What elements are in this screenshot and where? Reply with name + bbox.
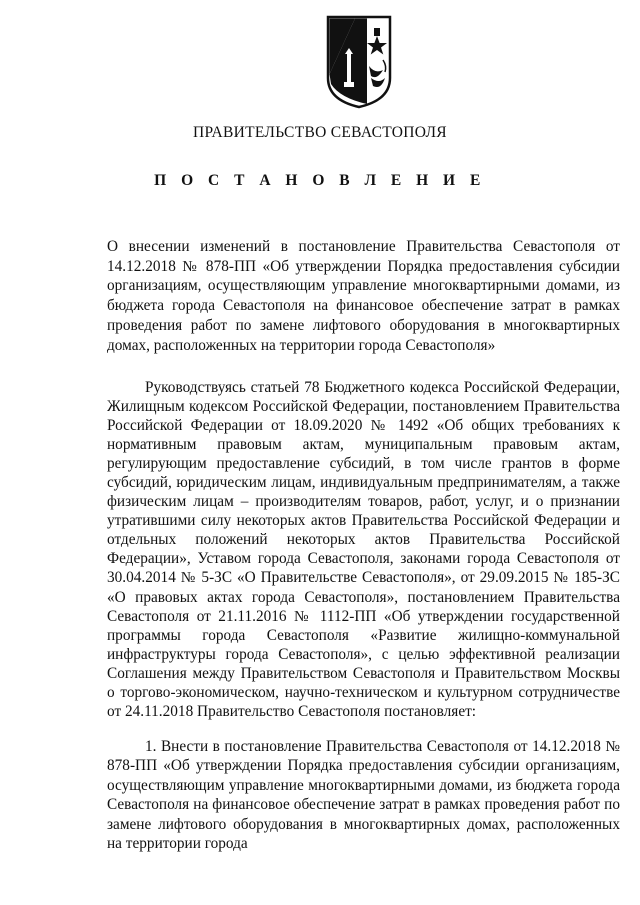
document-type-heading: П О С Т А Н О В Л Е Н И Е <box>154 172 486 189</box>
organization-name: ПРАВИТЕЛЬСТВО СЕВАСТОПОЛЯ <box>193 124 447 141</box>
preamble-paragraph: Руководствуясь статьей 78 Бюджетного кодекса Российской Федерации, Жилищным кодексом Российской Федерации, постановлением Правительства Российской Федерации от 18.09.2020 № 1492 «Об общих требованиях к нормативным правовым актам, муниципальным правовым актам, регулирующим предоставление субсидий, в том числе грантов в форме субсидий, юридическим лицам, индивидуальным предпринимателям, а также физическим лицам – производителям товаров, работ, услуг, и о признании утратившими силу некоторых актов Правительства Российской Федерации и отдельных положений некоторых актов Правительства Российской Федерации», Уставом города Севастополя, законами города Севастополя от 30.04.2014 № 5-ЗС «О Правительстве Севастополя», от 29.09.2015 № 185-ЗС «О правовых актах города Севастополя», постановлением Правительства Севастополя от 21.11.2016 № 1112-ПП «Об утверждении государственной программы города Севастополя «Развитие жилищно-коммунальной инфраструктуры города Севастополя», с целью эффективной реализации Соглашения между Правительством Севастополя и Правительством Москвы о торгово-экономическом, научно-техническом и культурном сотрудничестве от 24.11.2018 Правительство Севастополя постановляет: <box>107 379 620 720</box>
document-title: О внесении изменений в постановление Правительства Севастополя от 14.12.2018 № 878-ПП «Об утверждении Порядка предоставления субсидии организациям, осуществляющим управление многоквартирными домами, из бюджета города Севастополя на финансовое обеспечение затрат в рамках проведения работ по замене лифтового оборудования в многоквартирных домах, расположенных на территории города Севастополя» <box>107 238 620 354</box>
item-1-paragraph: 1. Внести в постановление Правительства Севастополя от 14.12.2018 № 878-ПП «Об утверждении Порядка предоставления субсидии организациям, осуществляющим управление многоквартирными домами, из бюджета города Севастополя на финансовое обеспечение затрат в рамках проведения работ по замене лифтового оборудования в многоквартирных домах, расположенных на территории города <box>107 738 620 853</box>
sevastopol-coat-of-arms-icon <box>325 14 393 110</box>
